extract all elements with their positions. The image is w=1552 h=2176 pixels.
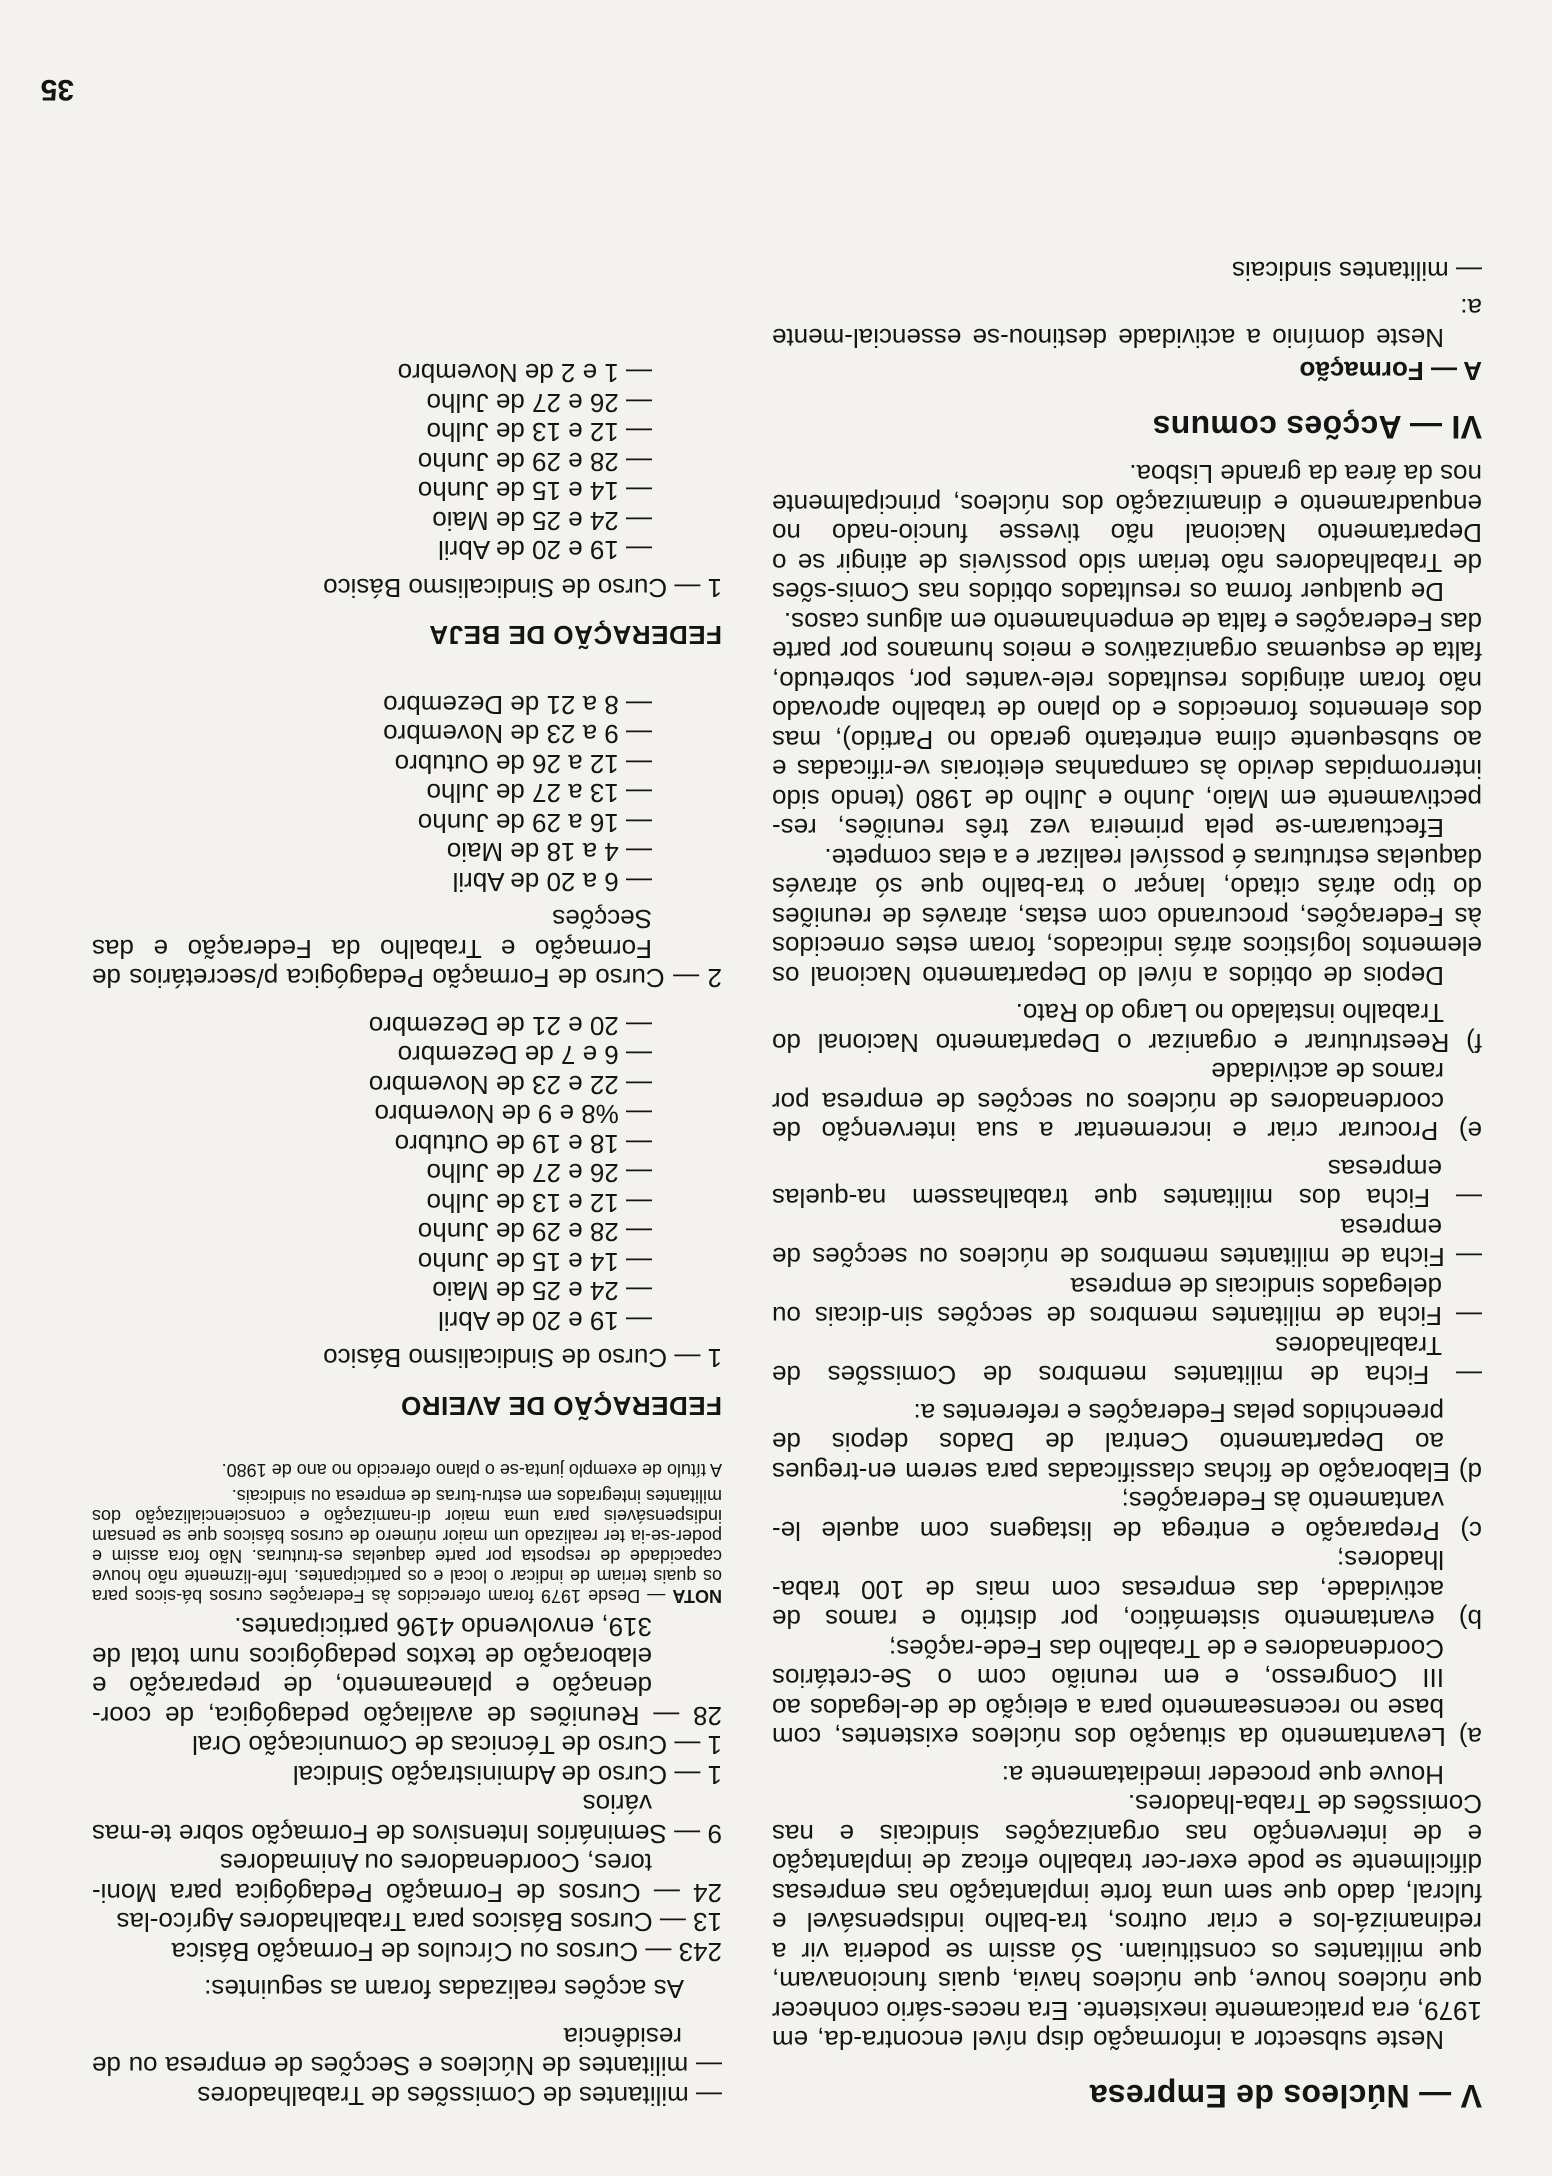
formacao-item: — militantes sindicais xyxy=(1232,256,1482,286)
nota-text-2: A título de exemplo junta-se o plano oferecido no ano de 1980. xyxy=(221,1460,722,1480)
ficha-item: — Ficha dos militantes que trabalhassem na-quelas empresas xyxy=(772,1154,1482,1214)
course-item: 1 — Curso de Sindicalismo Básico xyxy=(323,1343,722,1374)
section-heading-v: V — Núcleos de Empresa xyxy=(1089,2078,1482,2114)
federacao-aveiro-heading: FEDERAÇÃO DE AVEIRO xyxy=(400,1391,722,1421)
intro-paragraph: Neste subsector a informação disp nível encontra-da, em 1979, era praticamente inexistente. Era neces-sário conhecer que núcleos houve, que núcleos havia, quais funcionavam, que militantes os constituiam. Só assim se poderia vir a redinamizá-los e criar outros, tra-balho indispensável e fulcral, dado que sem uma forte implantação nas empresas dificilmente se pode exer-cer trabalho eficaz de implantação e de intervenção nas organizações sindicais e nas Comissões de Traba-lhadores. xyxy=(772,1789,1482,2056)
page-number: 35 xyxy=(40,73,74,106)
acao-item: 13 — Cursos Básicos para Trabalhadores Agríco-las xyxy=(116,1907,722,1938)
date-item: — 4 a 18 de Maio xyxy=(446,837,652,868)
nota-text xyxy=(92,1486,722,1606)
date-item: — 20 e 21 de Dezembro xyxy=(368,1011,652,1041)
ficha-item: — Ficha de militantes membros de secções sin-dicais ou delegados sindicais de empresa xyxy=(772,1272,1482,1332)
list-item: c) Preparação e entrega de listagens com aquele le-vantamento às Federações; xyxy=(772,1486,1482,1546)
target-item: — militantes de Comissões de Trabalhadores xyxy=(197,2081,722,2111)
date-item: — 6 a 20 de Abril xyxy=(452,867,652,897)
ficha-item: — Ficha de militantes membros de Comissões de Trabalhadores xyxy=(772,1331,1482,1391)
date-item: — 12 e 13 de Julho xyxy=(426,1188,652,1218)
list-item: b) evantamento sistemático, por distrito e ramos de actividade, das empresas com mais de 100 traba-lhadores; xyxy=(772,1545,1482,1635)
acao-item: 24 — Cursos de Formação Pedagógica para Moni-tores, Coordenadores ou Animadores xyxy=(92,1848,722,1908)
date-item: — 26 e 27 de Julho xyxy=(426,1158,652,1189)
acao-item: 243 — Cursos ou Círculos de Formação Básica xyxy=(171,1937,722,1967)
date-item: — 19 e 20 de Abril xyxy=(438,535,652,566)
date-item: — 19 e 20 de Abril xyxy=(438,1306,652,1336)
ficha-item: — Ficha de militantes membros de núcleos ou secções de empresa xyxy=(772,1213,1482,1273)
body-paragraph: De qualquer forma os resultados obtidos nas Comis-sões de Trabalhadores não teriam sido possíveis de atingir se o Departamento Nacional não tivesse funcio-nado no enquadramento e dinamização dos núcleos, principalmente nos da área da grande Lisboa. xyxy=(772,459,1482,608)
date-item: — 18 e 19 de Outubro xyxy=(394,1129,652,1159)
acao-item: 1 — Curso de Técnicas de Comunicação Oral xyxy=(192,1730,722,1761)
date-item: — 13 a 27 de Julho xyxy=(426,778,652,809)
date-item: — 6 e 7 de Dezembro xyxy=(397,1040,652,1071)
list-item: a) Levantamento da situação dos núcleos existentes, com base no recenseamento para a eleição de de-legados ao III Congresso, e em reunião com o Se-cretários Coordenadores e de Trabalho das Fede-rações; xyxy=(772,1634,1482,1753)
date-item: — 28 e 29 de Junho xyxy=(417,447,652,477)
section-heading-vi: VI — Acções comuns xyxy=(1152,409,1482,445)
target-item: — militantes de Núcleos e Secções de empresa ou de residência xyxy=(92,2022,722,2082)
date-item: — 28 e 29 de Junho xyxy=(417,1217,652,1248)
body-paragraph: Efectuaram-se pela primeira vez três reuniões, res-pectivamente em Maio, Junho e Julho de 1980 (tendo sido interrompidas devido às campanhas eleitorais ve-rificadas e ao subsequente clima entretanto gerado no Partido), mas dos elementos fornecidos e do plano de trabalho aprovado não foram atingidos resultados rele-vantes por, sobretudo, falta de esquemas organizativos e meios humanos por parte das Federações e falta de empenhamento em alguns casos. xyxy=(772,607,1482,844)
acoes-lead: As acções realizadas foram as seguintes: xyxy=(204,1974,684,2005)
subsection-heading-formacao: A — Formação xyxy=(1299,356,1482,387)
list-item: e) Procurar criar e incrementar a sua intervenção de coordenadores de núcleos ou secções de empresa por ramos de actividade xyxy=(772,1057,1482,1147)
acao-item: 1 — Curso de Administração Sindical xyxy=(292,1760,722,1790)
acao-item: 9 — Seminários Intensivos de Formação sobre te-mas vários xyxy=(92,1789,722,1849)
date-item: — 12 e 13 de Julho xyxy=(426,417,652,448)
date-item: — 14 e 15 de Junho xyxy=(417,476,652,507)
formacao-text: Neste domínio a actividade destinou-se essencial-mente a: xyxy=(772,293,1482,353)
federacao-beja-heading: FEDERAÇÃO DE BEJA xyxy=(428,620,722,651)
date-item: — 22 e 23 de Novembro xyxy=(368,1070,652,1100)
list-item: f) Reestruturar e organizar o Departamento Nacional do Trabalho instalado no Largo do Rato. xyxy=(772,998,1482,1058)
date-item: — 8 a 21 de Dezembro xyxy=(383,690,652,720)
date-item: — 9 a 23 de Novembro xyxy=(383,719,652,750)
date-item: — 24 e 25 de Maio xyxy=(432,506,652,536)
date-item: — %8 e 9 de Novembro xyxy=(374,1099,652,1130)
nota-body: — Desde 1979 foram oferecidos às Federações cursos bá-sicos para os quais teriam de indicar o local e os participantes. Infe-lizmente não houve capacidade de resposta por parte daquelas es-truturas. Não fora assim e poder-se-ia ter realizado um maior número de cursos básicos que se pensam indispensáveis para uma maior di-namização e consciencialização dos militantes integrados em estru-turas de empresa ou sindicais. xyxy=(92,1486,722,1606)
course-item: 2 — Curso de Formação Pedagógica p/secretários de Formação e Trabalho da Federação e das Secções xyxy=(92,904,722,994)
right-column xyxy=(92,358,722,2110)
course-item: 1 — Curso de Sindicalismo Básico xyxy=(323,573,722,603)
date-item: — 16 a 29 de Junho xyxy=(417,808,652,838)
body-paragraph: Depois de obtidos a nível do Departamento Nacional os elementos logísticos atrás indicados, foram estes ornecidos às Federações, procurando com estas, através de reuniões do tipo atrás citado, lançar o tra-balho que só através daquelas estruturas é possível realizar e a elas compete. xyxy=(772,843,1482,991)
date-item: — 14 e 15 de Junho xyxy=(417,1247,652,1277)
nota-label: NOTA xyxy=(672,1586,722,1606)
lead-text: Houve que proceder imediatamente a: xyxy=(1001,1760,1444,1790)
date-item: — 26 e 27 de Julho xyxy=(426,388,652,418)
list-item: d) Elaboração de fichas classificadas para serem en-tregues ao Departamento Central de Dados depois de preenchidos pelas Federações e referentes a: xyxy=(772,1398,1482,1487)
date-item: — 24 e 25 de Maio xyxy=(432,1276,652,1307)
date-item: — 12 a 26 de Outubro xyxy=(394,749,652,779)
acao-item: 28 — Reuniões de avaliação pedagógica, de coor-denação e planeamento, de preparação e elaboração de textos pedagógicos num total de 319, envolvendo 4196 participantes. xyxy=(92,1612,722,1731)
date-item: — 1 e 2 de Novembro xyxy=(397,358,652,389)
left-column xyxy=(772,256,1482,2114)
